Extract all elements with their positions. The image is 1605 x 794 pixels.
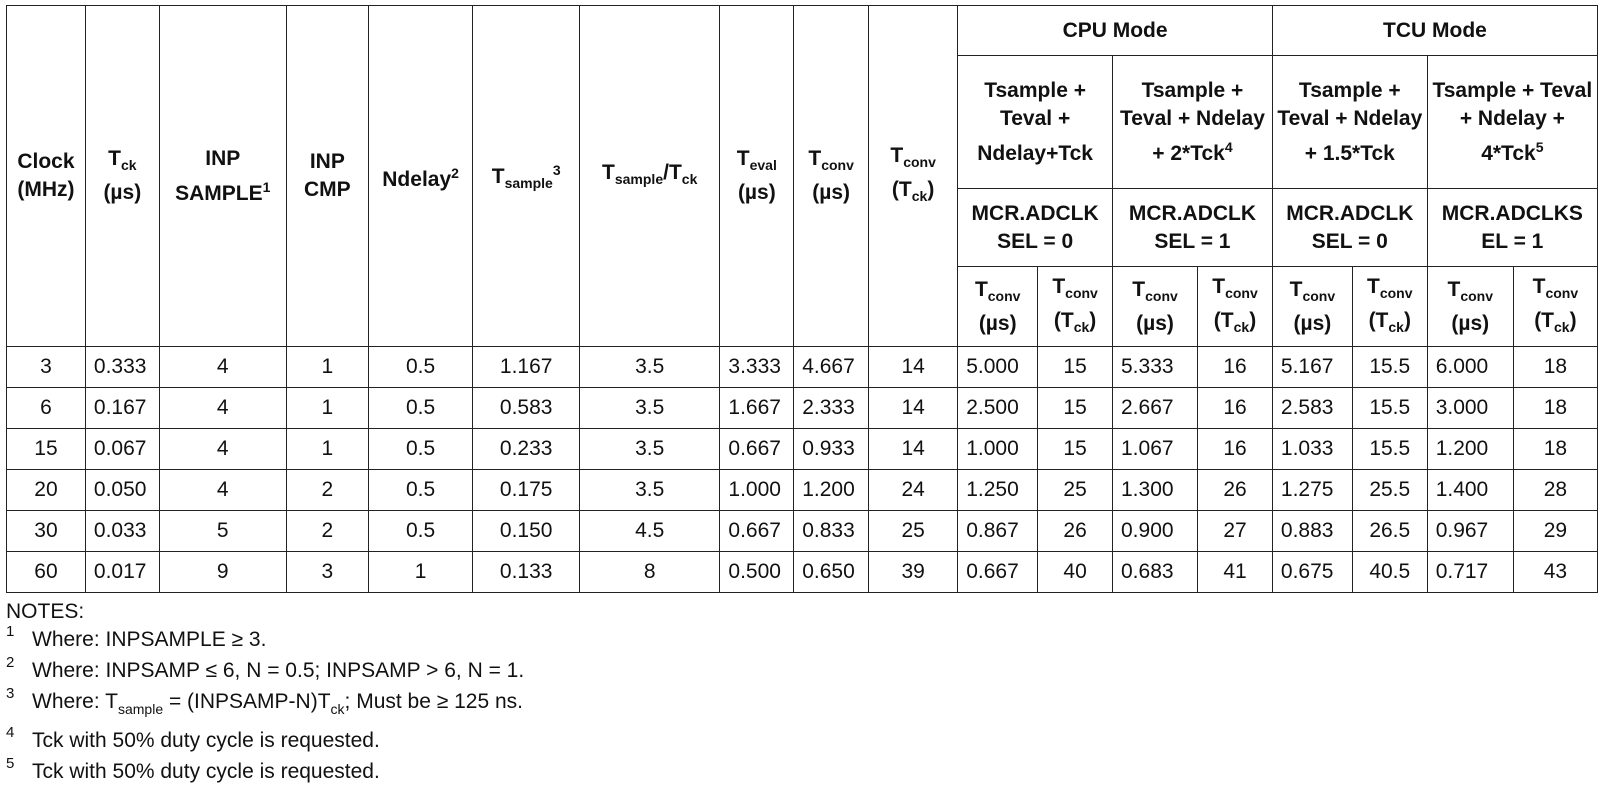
cell-tck: 0.067 [85, 429, 159, 470]
sub-header-tconv-tck: $T_{conv}$ $(T_{ck})$ [1513, 267, 1597, 347]
cell-tsample-over-tck: 8 [579, 552, 719, 593]
cell-tsample: 0.133 [473, 552, 580, 593]
note-number: 3 [6, 685, 15, 702]
sub-header-tconv-us: $T_{conv}$ (µs) [1427, 267, 1513, 347]
cell-tconv-us: 0.833 [794, 511, 869, 552]
formula-header-tcu-sel1: Tsample + Teval + Ndelay + 4*Tck$^5$ [1427, 56, 1597, 189]
cell-tconv-us: 0.650 [794, 552, 869, 593]
note-number: 4 [6, 724, 15, 741]
formula-header-tcu-sel0: Tsample + Teval + Ndelay + 1.5*Tck [1272, 56, 1427, 189]
cell-cpu-sel0-tck: 15 [1038, 429, 1113, 470]
cell-tconv-tck: 24 [869, 470, 958, 511]
cell-tcu-sel0-tck: 40.5 [1352, 552, 1427, 593]
cell-cpu-sel0-us: 0.667 [958, 552, 1038, 593]
cell-tsample-over-tck: 3.5 [579, 347, 719, 388]
notes-section [6, 600, 524, 787]
cell-tcu-sel1-us: 0.967 [1427, 511, 1513, 552]
sub-header-tconv-tck: $T_{conv}$ $(T_{ck})$ [1038, 267, 1113, 347]
formula-header-cpu-sel0: Tsample + Teval + Ndelay+Tck [958, 56, 1113, 189]
note-item [6, 686, 524, 725]
table-body [7, 347, 1598, 593]
cell-cpu-sel1-us: 2.667 [1113, 388, 1198, 429]
cell-teval: 1.000 [720, 470, 794, 511]
col-header-tconv-tck: $T_{conv}$ $(T_{ck})$ [869, 6, 958, 347]
cell-cpu-sel0-us: 5.000 [958, 347, 1038, 388]
note-text: Tck with 50% duty cycle is requested. [32, 760, 380, 783]
notes-heading: NOTES: [6, 600, 85, 623]
sub-header-tconv-us: $T_{conv}$ (µs) [1113, 267, 1198, 347]
cell-cpu-sel0-us: 0.867 [958, 511, 1038, 552]
cell-tcu-sel0-tck: 25.5 [1352, 470, 1427, 511]
note-text: Where: INPSAMP ≤ 6, N = 0.5; INPSAMP > 6, N = 1. [32, 659, 525, 682]
cell-tcu-sel0-us: 1.275 [1272, 470, 1352, 511]
cell-cpu-sel0-tck: 15 [1038, 347, 1113, 388]
cell-tcu-sel1-us: 6.000 [1427, 347, 1513, 388]
cell-tcu-sel1-tck: 18 [1513, 388, 1597, 429]
cell-clock: 60 [7, 552, 86, 593]
cell-ndelay: 0.5 [368, 429, 473, 470]
group-header-cpu-mode: CPU Mode [958, 6, 1273, 56]
cell-cpu-sel0-us: 2.500 [958, 388, 1038, 429]
cell-tck: 0.017 [85, 552, 159, 593]
cell-cpu-sel1-tck: 16 [1198, 429, 1273, 470]
group-header-tcu-mode: TCU Mode [1272, 6, 1597, 56]
cell-tconv-tck: 14 [869, 347, 958, 388]
cell-tsample: 0.175 [473, 470, 580, 511]
cell-teval: 0.500 [720, 552, 794, 593]
note-number: 1 [6, 623, 15, 640]
cell-tconv-tck: 25 [869, 511, 958, 552]
cell-tsample-over-tck: 3.5 [579, 470, 719, 511]
cell-tcu-sel1-tck: 28 [1513, 470, 1597, 511]
cell-tsample-over-tck: 3.5 [579, 429, 719, 470]
cell-tconv-us: 4.667 [794, 347, 869, 388]
cell-cpu-sel1-tck: 16 [1198, 388, 1273, 429]
cell-clock: 30 [7, 511, 86, 552]
cell-tck: 0.167 [85, 388, 159, 429]
cell-cpu-sel1-us: 0.900 [1113, 511, 1198, 552]
table-row [7, 429, 1598, 470]
cell-tconv-tck: 39 [869, 552, 958, 593]
cell-teval: 0.667 [720, 511, 794, 552]
cell-cpu-sel0-tck: 15 [1038, 388, 1113, 429]
cell-cpu-sel0-us: 1.250 [958, 470, 1038, 511]
cell-cpu-sel1-tck: 27 [1198, 511, 1273, 552]
mcr-header-tcu-sel0: MCR.ADCLK SEL = 0 [1272, 189, 1427, 267]
col-header-clock: Clock (MHz) [7, 6, 86, 347]
col-header-tconv-us: $T_{conv}$ (µs) [794, 6, 869, 347]
cell-tsample-over-tck: 3.5 [579, 388, 719, 429]
table-row [7, 511, 1598, 552]
cell-inp-sample: 4 [159, 388, 286, 429]
col-header-teval: $T_{eval}$ (µs) [720, 6, 794, 347]
cell-inp-cmp: 1 [286, 347, 368, 388]
note-number: 5 [6, 755, 15, 772]
cell-inp-sample: 4 [159, 470, 286, 511]
cell-tcu-sel1-us: 1.200 [1427, 429, 1513, 470]
cell-tcu-sel0-us: 5.167 [1272, 347, 1352, 388]
cell-ndelay: 0.5 [368, 388, 473, 429]
cell-cpu-sel1-us: 1.067 [1113, 429, 1198, 470]
cell-tconv-tck: 14 [869, 429, 958, 470]
cell-tck: 0.333 [85, 347, 159, 388]
cell-inp-cmp: 1 [286, 429, 368, 470]
sub-header-tconv-us: $T_{conv}$ (µs) [958, 267, 1038, 347]
cell-inp-cmp: 3 [286, 552, 368, 593]
cell-tcu-sel0-tck: 26.5 [1352, 511, 1427, 552]
sub-header-tconv-tck: $T_{conv}$ $(T_{ck})$ [1352, 267, 1427, 347]
table-row [7, 552, 1598, 593]
cell-teval: 0.667 [720, 429, 794, 470]
cell-cpu-sel0-tck: 25 [1038, 470, 1113, 511]
cell-inp-sample: 5 [159, 511, 286, 552]
mcr-header-tcu-sel1: MCR.ADCLKS EL = 1 [1427, 189, 1597, 267]
cell-ndelay: 0.5 [368, 347, 473, 388]
cell-inp-sample: 9 [159, 552, 286, 593]
sub-header-tconv-us: $T_{conv}$ (µs) [1272, 267, 1352, 347]
col-header-inp-sample: INP SAMPLE$^1$ [159, 6, 286, 347]
cell-inp-cmp: 2 [286, 470, 368, 511]
col-header-tck: $T_{ck}$ (µs) [85, 6, 159, 347]
cell-cpu-sel0-tck: 26 [1038, 511, 1113, 552]
cell-clock: 3 [7, 347, 86, 388]
cell-inp-cmp: 1 [286, 388, 368, 429]
note-text: Where: $T_{sample}$ = $(INPSAMP-N)T_{ck}$; Must be ≥ 125 ns. [32, 690, 523, 717]
col-header-tsample: $T_{sample}^3$ [473, 6, 580, 347]
col-header-ndelay: Ndelay$^2$ [368, 6, 473, 347]
col-header-inp-cmp: INP CMP [286, 6, 368, 347]
cell-tsample: 0.233 [473, 429, 580, 470]
cell-clock: 15 [7, 429, 86, 470]
note-text: Tck with 50% duty cycle is requested. [32, 729, 380, 752]
cell-tcu-sel1-tck: 18 [1513, 429, 1597, 470]
cell-inp-sample: 4 [159, 347, 286, 388]
cell-clock: 20 [7, 470, 86, 511]
cell-tcu-sel0-us: 0.883 [1272, 511, 1352, 552]
note-item [6, 624, 524, 655]
cell-tcu-sel1-tck: 18 [1513, 347, 1597, 388]
cell-inp-sample: 4 [159, 429, 286, 470]
cell-cpu-sel1-tck: 26 [1198, 470, 1273, 511]
cell-tsample: 0.583 [473, 388, 580, 429]
sub-header-tconv-tck: $T_{conv}$ $(T_{ck})$ [1198, 267, 1273, 347]
cell-tck: 0.033 [85, 511, 159, 552]
cell-tconv-tck: 14 [869, 388, 958, 429]
cell-inp-cmp: 2 [286, 511, 368, 552]
note-text: Where: INPSAMPLE ≥ 3. [32, 628, 267, 651]
cell-tcu-sel0-us: 2.583 [1272, 388, 1352, 429]
cell-tcu-sel0-us: 0.675 [1272, 552, 1352, 593]
mcr-header-cpu-sel1: MCR.ADCLK SEL = 1 [1113, 189, 1273, 267]
cell-tcu-sel1-us: 1.400 [1427, 470, 1513, 511]
cell-cpu-sel1-tck: 41 [1198, 552, 1273, 593]
cell-tconv-us: 2.333 [794, 388, 869, 429]
table-row [7, 388, 1598, 429]
cell-cpu-sel0-us: 1.000 [958, 429, 1038, 470]
cell-cpu-sel1-us: 5.333 [1113, 347, 1198, 388]
cell-teval: 3.333 [720, 347, 794, 388]
mcr-header-cpu-sel0: MCR.ADCLK SEL = 0 [958, 189, 1113, 267]
cell-clock: 6 [7, 388, 86, 429]
note-item [6, 756, 524, 787]
table-row [7, 347, 1598, 388]
cell-cpu-sel1-us: 0.683 [1113, 552, 1198, 593]
cell-ndelay: 0.5 [368, 511, 473, 552]
cell-tsample-over-tck: 4.5 [579, 511, 719, 552]
note-number: 2 [6, 654, 15, 671]
cell-teval: 1.667 [720, 388, 794, 429]
cell-cpu-sel1-tck: 16 [1198, 347, 1273, 388]
cell-cpu-sel1-us: 1.300 [1113, 470, 1198, 511]
cell-tcu-sel1-us: 0.717 [1427, 552, 1513, 593]
table-row [7, 470, 1598, 511]
cell-tcu-sel1-tck: 43 [1513, 552, 1597, 593]
col-header-tsample-over-tck: $T_{sample}/T_{ck}$ [579, 6, 719, 347]
cell-tcu-sel0-tck: 15.5 [1352, 388, 1427, 429]
cell-tcu-sel1-tck: 29 [1513, 511, 1597, 552]
cell-tcu-sel1-us: 3.000 [1427, 388, 1513, 429]
formula-header-cpu-sel1: Tsample + Teval + Ndelay + 2*Tck$^4$ [1113, 56, 1273, 189]
cell-tconv-us: 0.933 [794, 429, 869, 470]
note-item [6, 725, 524, 756]
adc-timing-table [6, 5, 1598, 593]
cell-tcu-sel0-tck: 15.5 [1352, 429, 1427, 470]
cell-tconv-us: 1.200 [794, 470, 869, 511]
cell-cpu-sel0-tck: 40 [1038, 552, 1113, 593]
note-item [6, 655, 524, 686]
cell-ndelay: 0.5 [368, 470, 473, 511]
cell-tcu-sel0-us: 1.033 [1272, 429, 1352, 470]
cell-tck: 0.050 [85, 470, 159, 511]
cell-ndelay: 1 [368, 552, 473, 593]
cell-tsample: 0.150 [473, 511, 580, 552]
cell-tsample: 1.167 [473, 347, 580, 388]
cell-tcu-sel0-tck: 15.5 [1352, 347, 1427, 388]
